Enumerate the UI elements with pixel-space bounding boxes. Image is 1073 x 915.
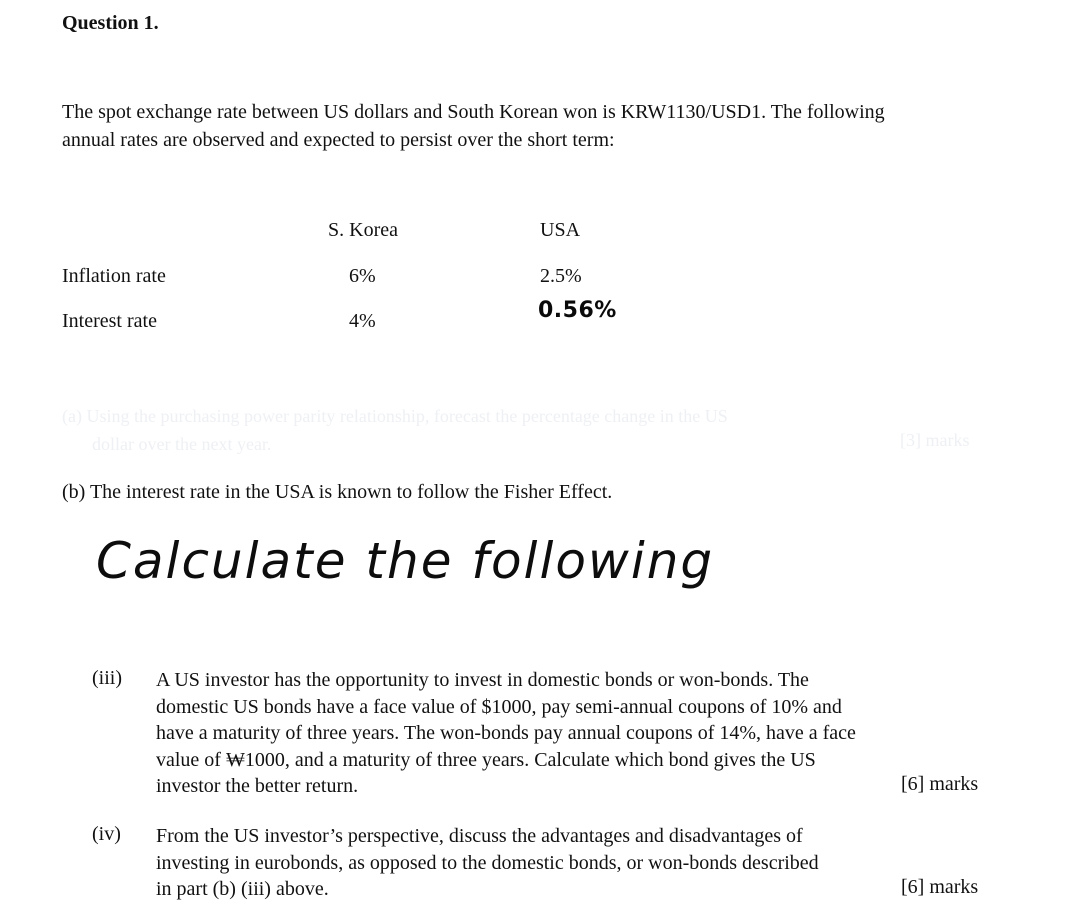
item-line: have a maturity of three years. The won-bonds pay annual coupons of 14%, have a face [156, 722, 856, 744]
row-label-inflation: Inflation rate [62, 265, 166, 287]
part-b-statement: (b) The interest rate in the USA is known to follow the Fisher Effect. [62, 481, 613, 503]
item-line: investor the better return. [156, 775, 359, 797]
faded-part-a [62, 402, 728, 458]
item-line: domestic US bonds have a face value of $1000, pay semi-annual coupons of 10% and [156, 695, 842, 718]
item-line: A US investor has the opportunity to invest in domestic bonds or won-bonds. The [156, 669, 809, 691]
item-line: investing in eurobonds, as opposed to the domestic bonds, or won-bonds described [156, 851, 819, 874]
row-label-interest: Interest rate [62, 310, 157, 332]
interest-korea-value: 4% [349, 310, 376, 332]
faded-marks: [3] marks [900, 430, 970, 450]
inflation-korea-value: 6% [349, 265, 376, 287]
header-usa: USA [540, 219, 581, 241]
item-marks: [6] marks [901, 876, 979, 898]
handwritten-note: Calculate the following [96, 532, 715, 590]
intro-line: The spot exchange rate between US dollars and South Korean won is KRW1130/USD1. The following [62, 101, 885, 123]
item-line: value of ₩1000, and a maturity of three years. Calculate which bond gives the US [156, 748, 816, 771]
question-title: Question 1. [62, 12, 159, 34]
item-number: (iv) [92, 823, 121, 845]
inflation-usa-value: 2.5% [540, 265, 582, 287]
item-line: in part (b) (iii) above. [156, 878, 329, 900]
intro-line: annual rates are observed and expected to persist over the short term: [62, 129, 615, 151]
item-marks: [6] marks [901, 773, 979, 795]
intro-paragraph [62, 98, 962, 154]
faded-line: dollar over the next year. [92, 434, 272, 454]
item-text [156, 823, 896, 903]
interest-usa-handwritten-value: 0.56% [538, 298, 617, 323]
item-text [156, 667, 916, 800]
item-line: From the US investor’s perspective, discuss the advantages and disadvantages of [156, 825, 803, 847]
faded-line: (a) Using the purchasing power parity relationship, forecast the percentage change in the US [62, 406, 728, 426]
item-number: (iii) [92, 667, 122, 689]
header-south-korea: S. Korea [328, 219, 398, 241]
